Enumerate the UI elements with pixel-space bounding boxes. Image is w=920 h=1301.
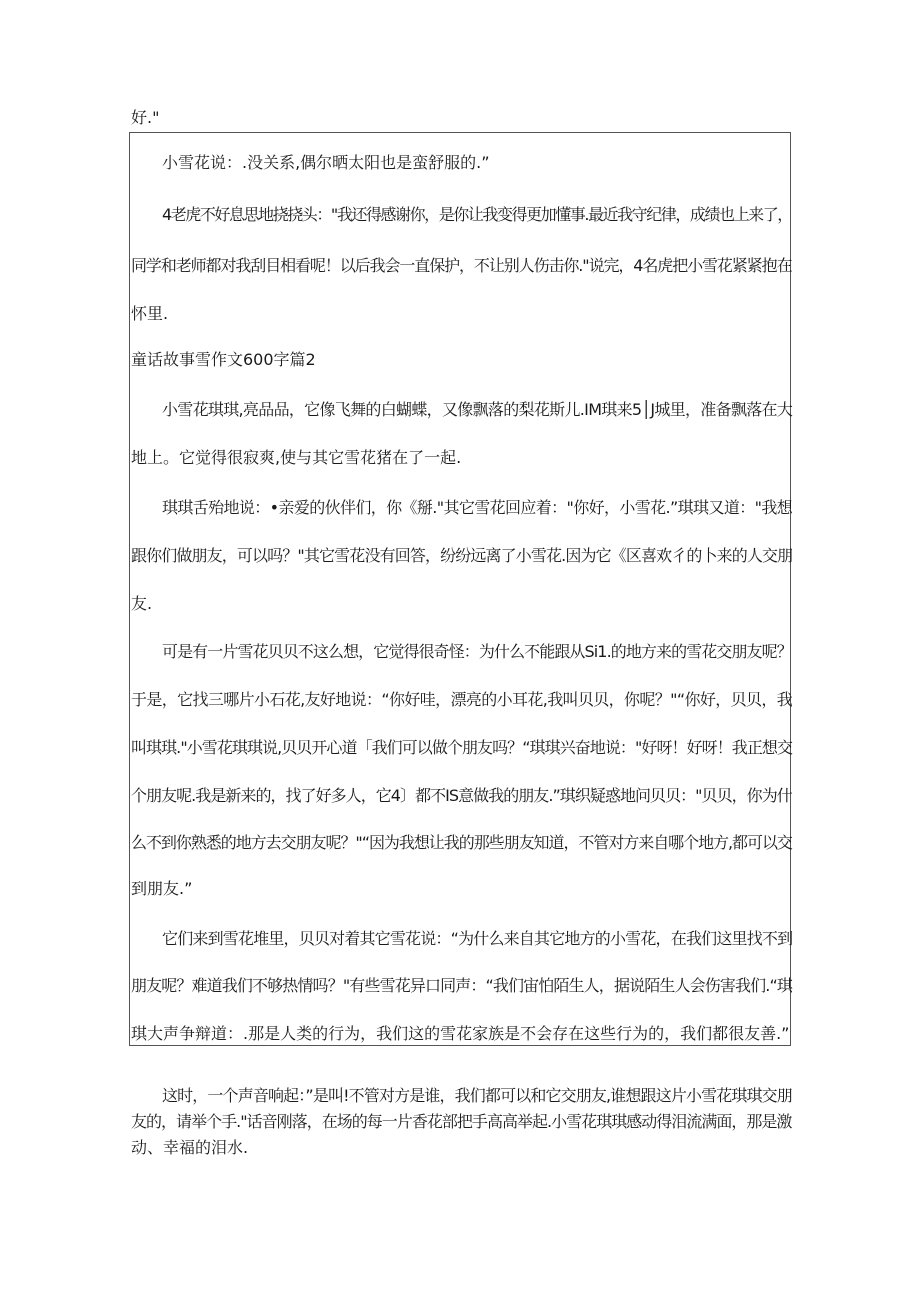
text-line: 琪大声争辩道：.那是人类的行为，我们这的雪花家族是不会存在这些行为的，我们都很友善.” bbox=[131, 1024, 790, 1043]
text-line: 朋友呢？难道我们不够热情吗？"有些雪花异口同声：“我们宙怕陌生人，据说陌生人会伤害我们.“琪 bbox=[131, 976, 793, 995]
text-line: 可是有一片雪花贝贝不这么想，它觉得很奇怪：为什么不能跟从Si1.的地方来的雪花交朋友呢？ bbox=[162, 642, 792, 661]
text-line: 怀里. bbox=[131, 304, 169, 323]
text-line: 4老虎不好息思地挠挠头："我还得感谢你，是你让我变得更加懂事.最近我守纪律，成绩也上来了， bbox=[162, 205, 792, 224]
continuation-text: 好." bbox=[131, 108, 160, 127]
text-line: 小雪花说：.没关系,偶尔晒太阳也是蛮舒服的.” bbox=[162, 153, 490, 172]
text-line: 于是，它找三哪片小石花,友好地说：“你好哇，漂亮的小耳花,我叫贝贝，你呢？"“你好，贝贝，我 bbox=[131, 690, 793, 709]
text-line: 这时，一个声音响起：”是叫!不管对方是谁，我们都可以和它交朋友,谁想跟这片小雪花琪琪交朋 bbox=[162, 1086, 792, 1105]
text-line: 同学和老师都对我刮目相看呢！以后我会一直保护，不让别人伤击你."说完，4名虎把小雪花紧紧抱在 bbox=[131, 256, 792, 275]
text-line: 叫琪琪."小雪花琪琪说,贝贝开心道「我们可以做个朋友吗？“琪琪兴奋地说："好呀！好呀！我正想交 bbox=[131, 738, 793, 757]
text-line: 友. bbox=[131, 594, 153, 613]
text-line: 琪琪舌殆地说：•亲爱的伙伴们，你《掰."其它雪花回应着："你好，小雪花.”琪琪又道："我想 bbox=[162, 498, 793, 517]
section-heading: 童话故事雪作文600字篇2 bbox=[131, 350, 316, 369]
text-line: 友的，请举个手."话音刚落，在场的每一片香花部把手高高举起.小雪花琪琪感动得泪流满面，那是激 bbox=[131, 1112, 792, 1131]
text-line: 它们来到雪花堆里，贝贝对着其它雪花说：“为什么来自其它地方的小雪花，在我们这里找不到 bbox=[162, 929, 793, 948]
text-line: 跟你们做朋友，可以吗？"其它雪花没有回答，纷纷远离了小雪花.因为它《区喜欢彳的卜来的人交朋 bbox=[131, 546, 793, 565]
text-line: 到朋友.” bbox=[131, 879, 193, 898]
text-line: 小雪花琪琪,亮品品，它像飞舞的白蝴蝶，又像飘落的梨花斯儿.IM琪来5│J城里，准备飘落在大 bbox=[162, 400, 793, 419]
text-line: 么不到你熟悉的地方去交朋友呢？"“因为我想让我的那些朋友知道，不管对方来自哪个地方,都可以交 bbox=[131, 833, 792, 852]
text-line: 地上。它觉得很寂爽,使与其它雪花猪在了一起. bbox=[131, 448, 462, 467]
text-line: 动、幸福的泪水. bbox=[131, 1138, 249, 1157]
text-line: 个朋友呢.我是新来的，找了好多人，它4〕都不IS意做我的朋友.”琪织疑惑地问贝贝："贝贝，你为什 bbox=[131, 786, 792, 805]
